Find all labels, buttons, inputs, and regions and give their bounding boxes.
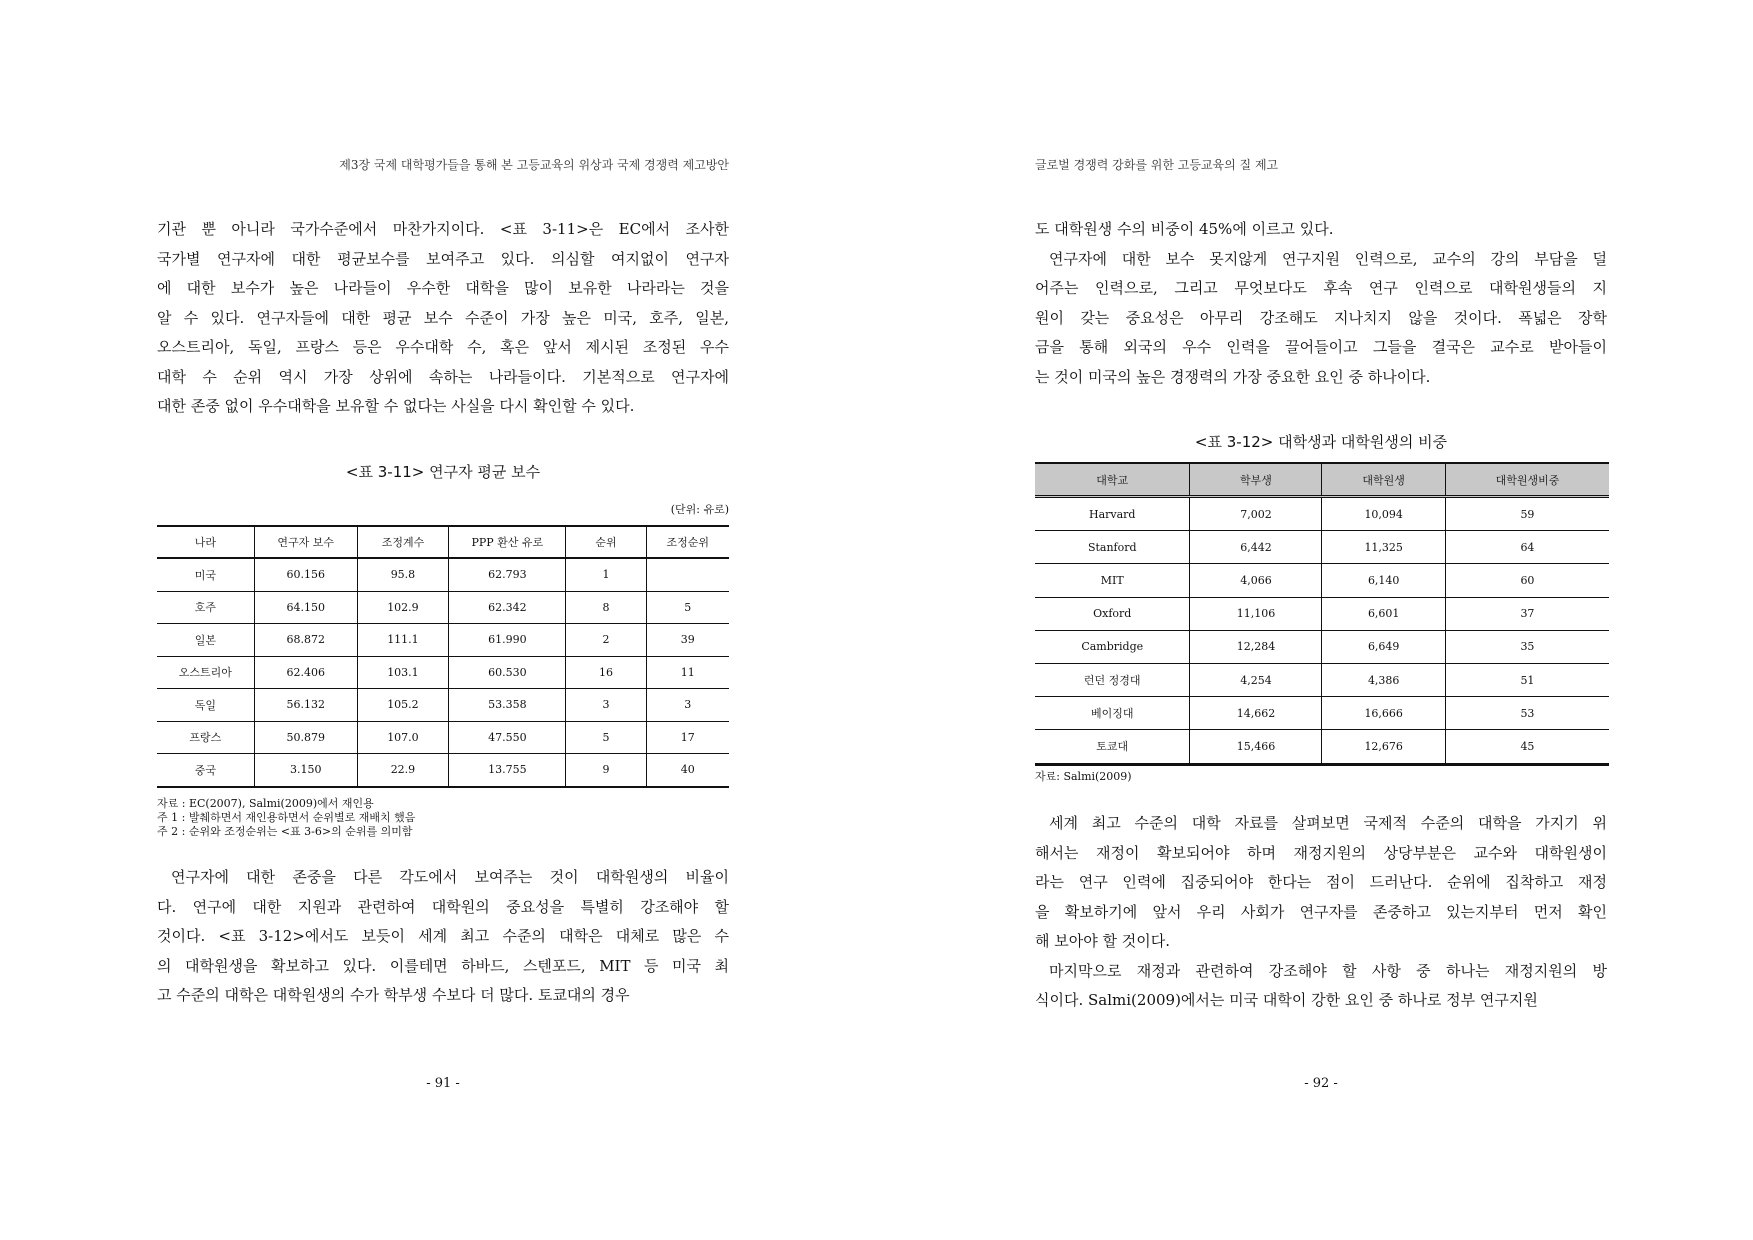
table-cell: 11,325 [1322, 531, 1445, 564]
table-cell: 13.755 [449, 754, 566, 787]
text-line: 을 확보하기에 앞서 우리 사회가 연구자를 존중하고 있는지부터 먼저 확인 [1035, 902, 1607, 921]
table-cell: 17 [646, 721, 729, 754]
page-number: - 91 - [426, 1076, 460, 1091]
text-line: 대한 존중 없이 우수대학을 보유할 수 없다는 사실을 다시 확인할 수 있다. [157, 397, 635, 415]
table-cell: 1 [566, 558, 646, 591]
text-line: 원이 갖는 중요성은 아무리 강조해도 지나치지 않을 것이다. 폭넓은 장학 [1035, 308, 1607, 327]
table-cell: Cambridge [1035, 630, 1190, 663]
table-cell: 60.530 [449, 656, 566, 689]
table-cell: 37 [1445, 597, 1609, 630]
table-cell: 베이징대 [1035, 697, 1190, 730]
table-cell: 35 [1445, 630, 1609, 663]
paragraph [1035, 809, 1607, 957]
table-cell [646, 558, 729, 591]
table-cell: 111.1 [357, 624, 449, 657]
table-cell: 103.1 [357, 656, 449, 689]
text-line: 것이다. <표 3-12>에서도 보듯이 세계 최고 수준의 대학은 대체로 많은 수 [157, 927, 729, 945]
table-row [157, 558, 729, 591]
table-cell: 22.9 [357, 754, 449, 787]
table-title: <표 3-12> 대학생과 대학원생의 비중 [1194, 433, 1448, 451]
table-cell: 12,284 [1190, 630, 1322, 663]
table-row [1035, 597, 1609, 630]
table-cell: 53.358 [449, 689, 566, 722]
table-cell: 호주 [157, 591, 254, 624]
table-cell: 47.550 [449, 721, 566, 754]
paragraph [1035, 245, 1607, 393]
table-cell: 5 [646, 591, 729, 624]
text-line: 마지막으로 재정과 관련하여 강조해야 할 사항 중 하나는 재정지원의 방 [1049, 961, 1607, 980]
table-cell: Harvard [1035, 497, 1190, 531]
running-head: 제3장 국제 대학평가들을 통해 본 고등교육의 위상과 국제 경쟁력 제고방안 [339, 158, 729, 172]
table-researcher-pay [157, 525, 729, 788]
column-header: 순위 [566, 526, 646, 558]
table-cell: 50.879 [254, 721, 357, 754]
paragraph [1035, 957, 1607, 1016]
table-cell: 40 [646, 754, 729, 787]
table-note: 주 1 : 발췌하면서 재인용하면서 순위별로 재배치 했음 [157, 811, 416, 824]
table-cell: 중국 [157, 754, 254, 787]
text-line: 식이다. Salmi(2009)에서는 미국 대학이 강한 요인 중 하나로 정부 연구지원 [1035, 991, 1538, 1009]
table-cell: 51 [1445, 663, 1609, 696]
table-cell: 일본 [157, 624, 254, 657]
table-grad-ratio [1035, 462, 1609, 766]
table-cell: 11,106 [1190, 597, 1322, 630]
table-row [157, 721, 729, 754]
table-row [1035, 630, 1609, 663]
text-line: 해서는 재정이 확보되어야 하며 재정지원의 상당부분은 교수와 대학원생이 [1035, 843, 1607, 862]
column-header: 나라 [157, 526, 254, 558]
table-cell: Stanford [1035, 531, 1190, 564]
column-header: 학부생 [1190, 463, 1322, 497]
text-line: 대학 수 순위 역시 가장 상위에 속하는 나라들이다. 기본적으로 연구자에 [157, 367, 729, 386]
text-line: 의 대학원생을 확보하고 있다. 이를테면 하바드, 스텐포드, MIT 등 미국 최 [157, 956, 729, 975]
table-cell: 7,002 [1190, 497, 1322, 531]
table-cell: 56.132 [254, 689, 357, 722]
table-cell: 105.2 [357, 689, 449, 722]
table-cell: 4,386 [1322, 663, 1445, 696]
column-header: 조정계수 [357, 526, 449, 558]
text-line: 도 대학원생 수의 비중이 45%에 이르고 있다. [1035, 220, 1334, 238]
table-cell: Oxford [1035, 597, 1190, 630]
table-cell: 60 [1445, 564, 1609, 597]
table-cell: 미국 [157, 558, 254, 591]
table-cell: 독일 [157, 689, 254, 722]
table-note: 주 2 : 순위와 조정순위는 <표 3-6>의 순위를 의미함 [157, 825, 413, 838]
table-row [1035, 497, 1609, 531]
table-cell: 8 [566, 591, 646, 624]
paragraph [157, 215, 729, 422]
column-header: 연구자 보수 [254, 526, 357, 558]
table-cell: 10,094 [1322, 497, 1445, 531]
table-row [157, 624, 729, 657]
table-cell: 프랑스 [157, 721, 254, 754]
text-line: 연구자에 대한 보수 못지않게 연구지원 인력으로, 교수의 강의 부담을 덜 [1049, 249, 1607, 268]
table-row [157, 591, 729, 624]
table-cell: 59 [1445, 497, 1609, 531]
text-line: 오스트리아, 독일, 프랑스 등은 우수대학 수, 혹은 앞서 제시된 조정된 우수 [157, 338, 729, 356]
text-line: 는 것이 미국의 높은 경쟁력의 가장 중요한 요인 중 하나이다. [1035, 367, 1431, 386]
running-head: 글로벌 경쟁력 강화를 위한 고등교육의 질 제고 [1035, 158, 1279, 172]
table-cell: 3 [646, 689, 729, 722]
table-cell: 95.8 [357, 558, 449, 591]
text-line: 연구자에 대한 존중을 다른 각도에서 보여주는 것이 대학원생의 비율이 [171, 868, 729, 886]
table-title: <표 3-11> 연구자 평균 보수 [345, 463, 541, 481]
table-cell: 16,666 [1322, 697, 1445, 730]
table-cell: 6,649 [1322, 630, 1445, 663]
text-line: 해 보아야 할 것이다. [1035, 932, 1170, 950]
table-cell: 9 [566, 754, 646, 787]
text-line: 라는 연구 인력에 집중되어야 한다는 점이 드러난다. 순위에 집착하고 재정 [1035, 873, 1607, 891]
paragraph [157, 863, 729, 1011]
text-line: 국가별 연구자에 대한 평균보수를 보여주고 있다. 의심할 여지없이 연구자 [157, 249, 729, 268]
paragraph [1035, 215, 1607, 245]
page-number: - 92 - [1304, 1076, 1338, 1091]
text-line: 기관 뿐 아니라 국가수준에서 마찬가지이다. <표 3-11>은 EC에서 조사한 [157, 220, 729, 238]
table-row [1035, 730, 1609, 764]
table-row [1035, 663, 1609, 696]
column-header: 대학원생 [1322, 463, 1445, 497]
text-line: 금을 통해 외국의 우수 인력을 끌어들이고 그들을 결국은 교수로 받아들이 [1035, 338, 1607, 356]
table-cell: 6,601 [1322, 597, 1445, 630]
table-cell: 53 [1445, 697, 1609, 730]
table-cell: 60.156 [254, 558, 357, 591]
table-unit: (단위: 유로) [670, 503, 729, 516]
table-cell: 런던 정경대 [1035, 663, 1190, 696]
table-cell: 62.342 [449, 591, 566, 624]
text-line: 세계 최고 수준의 대학 자료를 살펴보면 국제적 수준의 대학을 가지기 위 [1049, 814, 1607, 832]
text-line: 고 수준의 대학은 대학원생의 수가 학부생 수보다 더 많다. 토쿄대의 경우 [157, 986, 630, 1004]
column-header: 조정순위 [646, 526, 729, 558]
table-cell: 39 [646, 624, 729, 657]
table-cell: 61.990 [449, 624, 566, 657]
text-line: 어주는 인력으로, 그리고 무엇보다도 후속 연구 인력으로 대학원생들의 지 [1035, 279, 1607, 297]
table-cell: MIT [1035, 564, 1190, 597]
text-line: 에 대한 보수가 높은 나라들이 우수한 대학을 많이 보유한 나라라는 것을 [157, 279, 729, 297]
table-row [157, 689, 729, 722]
column-header: 대학원생비중 [1445, 463, 1609, 497]
table-cell: 5 [566, 721, 646, 754]
table-cell: 3 [566, 689, 646, 722]
table-cell: 15,466 [1190, 730, 1322, 764]
table-row [157, 754, 729, 787]
table-cell: 3.150 [254, 754, 357, 787]
column-header: 대학교 [1035, 463, 1190, 497]
table-cell: 2 [566, 624, 646, 657]
table-cell: 68.872 [254, 624, 357, 657]
table-cell: 62.793 [449, 558, 566, 591]
table-cell: 62.406 [254, 656, 357, 689]
text-line: 다. 연구에 대한 지원과 관련하여 대학원의 중요성을 특별히 강조해야 할 [157, 897, 729, 916]
table-cell: 14,662 [1190, 697, 1322, 730]
table-cell: 오스트리아 [157, 656, 254, 689]
table-cell: 11 [646, 656, 729, 689]
table-row [1035, 564, 1609, 597]
table-note: 자료 : EC(2007), Salmi(2009)에서 재인용 [157, 797, 374, 810]
table-cell: 45 [1445, 730, 1609, 764]
table-row [1035, 531, 1609, 564]
table-row [1035, 697, 1609, 730]
table-row [157, 656, 729, 689]
table-source: 자료: Salmi(2009) [1035, 770, 1132, 783]
table-cell: 토쿄대 [1035, 730, 1190, 764]
table-cell: 107.0 [357, 721, 449, 754]
table-cell: 6,140 [1322, 564, 1445, 597]
text-line: 알 수 있다. 연구자들에 대한 평균 보수 수준이 가장 높은 미국, 호주, 일본, [157, 308, 729, 327]
table-cell: 12,676 [1322, 730, 1445, 764]
table-cell: 102.9 [357, 591, 449, 624]
table-cell: 4,066 [1190, 564, 1322, 597]
table-cell: 16 [566, 656, 646, 689]
table-cell: 4,254 [1190, 663, 1322, 696]
table-notes [157, 797, 415, 839]
table-cell: 64 [1445, 531, 1609, 564]
column-header: PPP 환산 유로 [449, 526, 566, 558]
table-cell: 6,442 [1190, 531, 1322, 564]
table-cell: 64.150 [254, 591, 357, 624]
